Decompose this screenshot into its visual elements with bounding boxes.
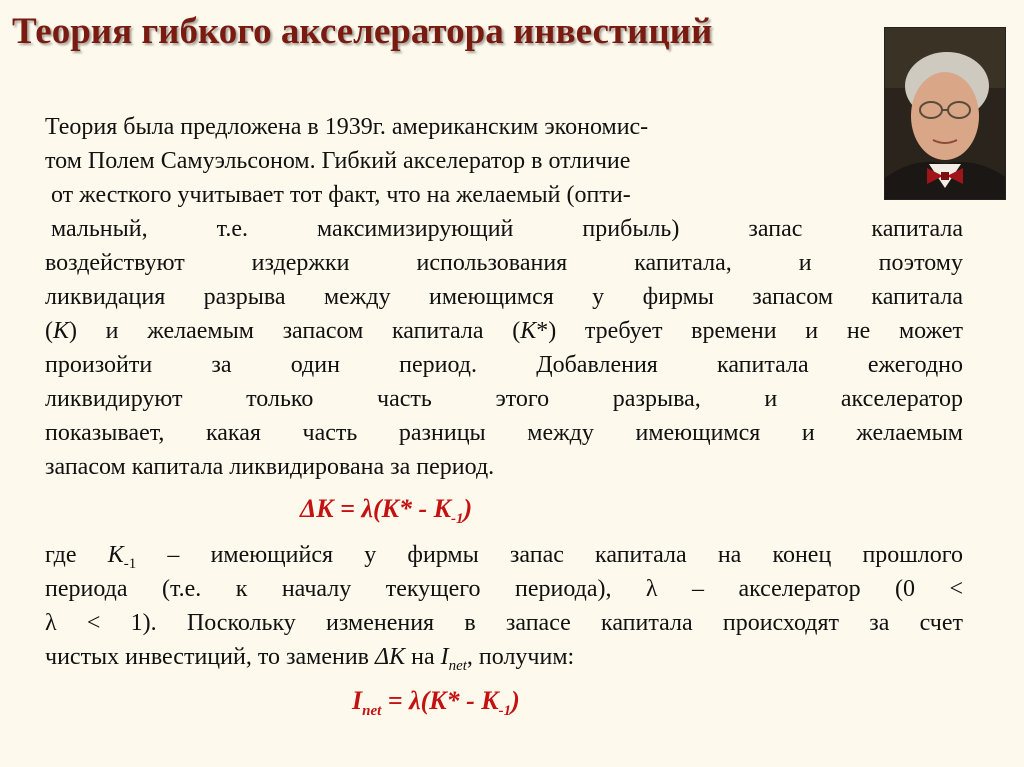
text-line xyxy=(45,538,963,572)
symbol-delta-K: ΔK xyxy=(375,644,406,670)
text-line: воздействуют издержки использования капитала, и поэтому xyxy=(45,250,963,276)
symbol-K: K xyxy=(53,318,70,344)
formula-text: ) xyxy=(463,494,473,523)
subscript: -1 xyxy=(123,555,137,572)
subscript: net xyxy=(448,657,467,674)
paragraph-explanation xyxy=(45,538,963,674)
text-line: λ < 1). Поскольку изменения в запасе капитала происходят за счет xyxy=(45,610,963,636)
text-fragment: на xyxy=(405,644,441,670)
text-line xyxy=(45,640,963,674)
formula-subscript: -1 xyxy=(451,511,464,528)
text-line: том Полем Самуэльсоном. Гибкий акселератор в отличие xyxy=(45,148,631,174)
formula-subscript: -1 xyxy=(498,703,512,720)
text-line: мальный, т.е. максимизирующий прибыль) запас капитала xyxy=(51,216,963,242)
text-line: произойти за один период. Добавления капитала ежегодно xyxy=(45,352,963,378)
slide-title: Теория гибкого акселератора инвестиций xyxy=(12,11,713,52)
text-fragment: *) требует времени и не может xyxy=(536,318,963,344)
text-line: запасом капитала ликвидирована за период. xyxy=(45,454,495,480)
formula-text: I xyxy=(352,686,363,715)
text-line: от жесткого учитывает тот факт, что на желаемый (опти- xyxy=(51,182,631,208)
text-fragment: чистых инвестиций, то заменив xyxy=(45,644,375,670)
text-fragment: ( xyxy=(45,318,53,344)
symbol-K: K xyxy=(107,542,124,568)
text-fragment: ) и желаемым запасом капитала ( xyxy=(69,318,521,344)
text-fragment: где xyxy=(45,542,108,568)
symbol-K-star: K xyxy=(520,318,537,344)
formula-text: ΔK = λ(K* - K xyxy=(300,494,451,523)
formula-subscript: net xyxy=(362,703,382,720)
text-line xyxy=(45,314,963,348)
paragraph-intro xyxy=(45,110,963,484)
text-line: показывает, какая часть разницы между имеющимся и желаемым xyxy=(45,420,963,446)
text-fragment: , получим: xyxy=(466,644,575,670)
formula-text: = λ(K* - K xyxy=(381,686,499,715)
symbol-I: I xyxy=(440,644,449,670)
text-fragment: – имеющийся у фирмы запас капитала на конец прошлого xyxy=(136,542,964,568)
formula-text: ) xyxy=(511,686,520,715)
text-line: ликвидируют только часть этого разрыва, и акселератор xyxy=(45,386,963,412)
text-line: периода (т.е. к началу текущего периода), λ – акселератор (0 < xyxy=(45,576,963,602)
text-line: ликвидация разрыва между имеющимся у фирмы запасом капитала xyxy=(45,284,963,310)
formula-flexible-accelerator xyxy=(300,494,473,528)
formula-net-investment xyxy=(352,686,520,720)
text-line: Теория была предложена в 1939г. американским экономис- xyxy=(45,114,649,140)
